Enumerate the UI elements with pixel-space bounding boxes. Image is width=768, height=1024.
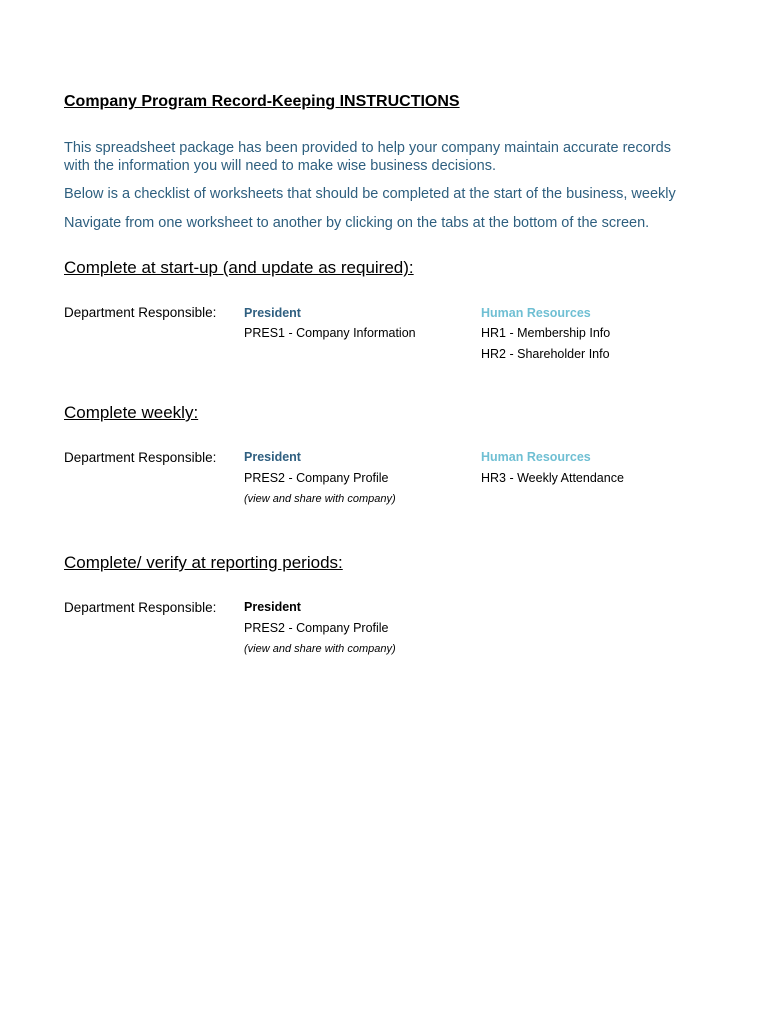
page-title: Company Program Record-Keeping INSTRUCTIONS xyxy=(64,93,460,110)
section-heading-reporting: Complete/ verify at reporting periods: xyxy=(64,553,343,572)
worksheet-pres1: PRES1 - Company Information xyxy=(244,326,416,340)
intro-line-2: Below is a checklist of worksheets that should be completed at the start of the business, weekly xyxy=(64,186,676,202)
dept-label-weekly: Department Responsible: xyxy=(64,450,217,465)
worksheet-hr2: HR2 - Shareholder Info xyxy=(481,347,610,361)
worksheet-hr1: HR1 - Membership Info xyxy=(481,326,611,340)
worksheet-hr3: HR3 - Weekly Attendance xyxy=(481,471,624,485)
intro-paragraph-1 xyxy=(64,139,683,175)
dept-label-startup: Department Responsible: xyxy=(64,305,217,320)
hr-header-startup: Human Resources xyxy=(481,306,591,320)
intro-line-1a: This spreadsheet package has been provided to help your company maintain accurate records xyxy=(64,140,671,156)
president-header-weekly: President xyxy=(244,450,301,464)
dept-label-reporting: Department Responsible: xyxy=(64,600,217,615)
note-reporting: (view and share with company) xyxy=(244,643,396,655)
president-header-startup: President xyxy=(244,306,301,320)
worksheet-pres2-reporting: PRES2 - Company Profile xyxy=(244,621,389,635)
section-heading-startup: Complete at start-up (and update as required): xyxy=(64,258,414,277)
section-heading-weekly: Complete weekly: xyxy=(64,403,199,422)
intro-line-3: Navigate from one worksheet to another by clicking on the tabs at the bottom of the screen. xyxy=(64,215,650,231)
intro-line-1b: with the information you will need to make wise business decisions. xyxy=(64,158,496,174)
hr-header-weekly: Human Resources xyxy=(481,450,591,464)
worksheet-pres2-weekly: PRES2 - Company Profile xyxy=(244,471,389,485)
note-weekly: (view and share with company) xyxy=(244,493,396,505)
president-header-reporting: President xyxy=(244,600,301,614)
